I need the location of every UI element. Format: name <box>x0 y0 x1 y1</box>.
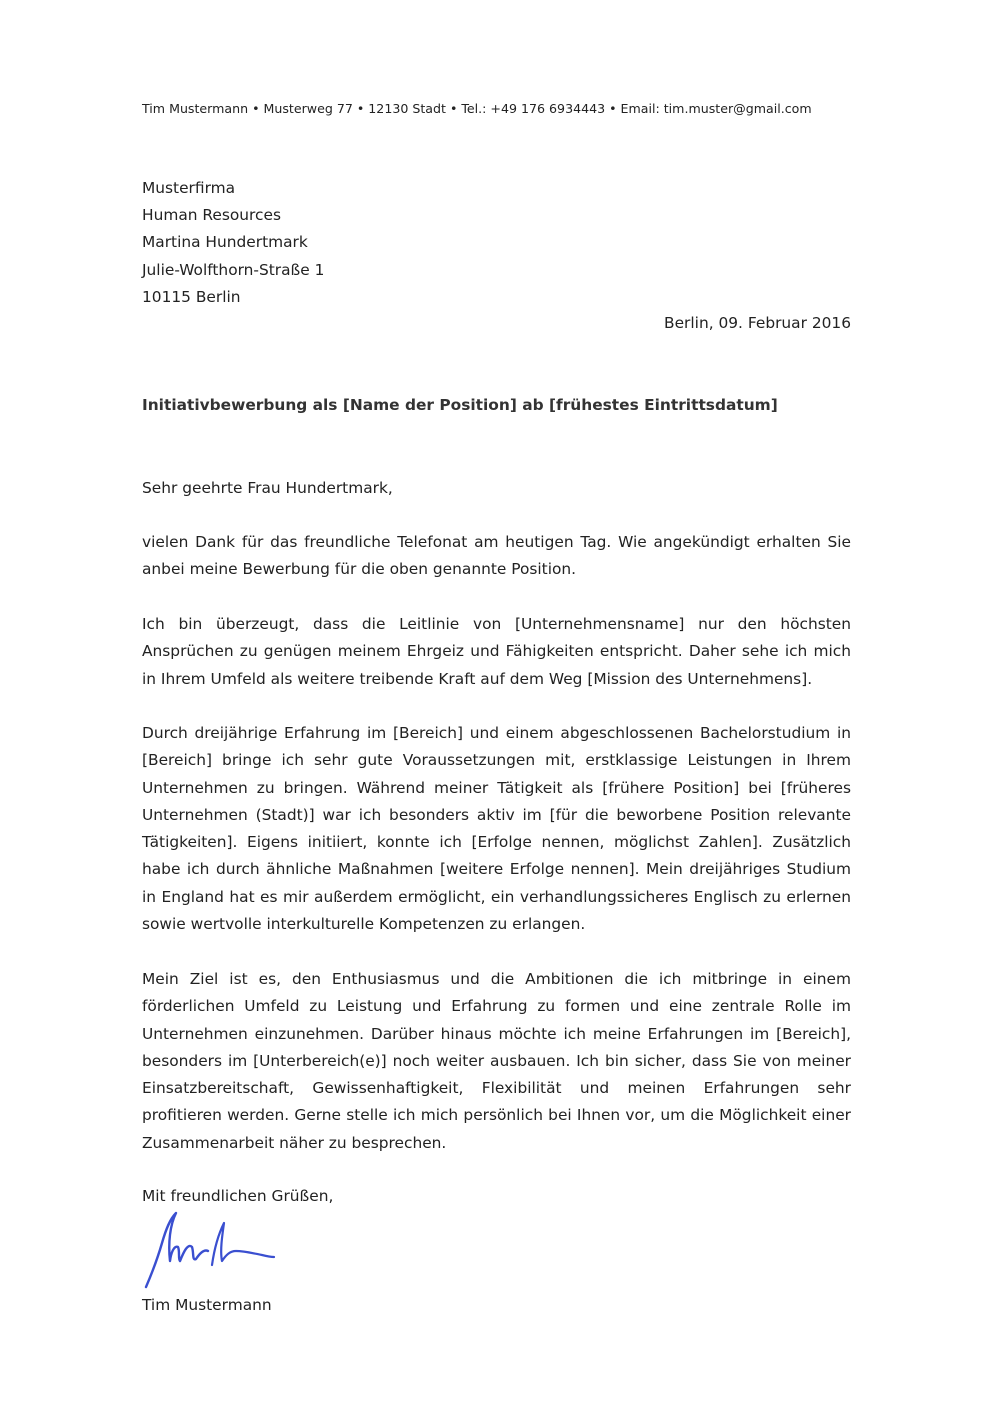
closing-phrase: Mit freundlichen Grüßen, <box>142 1187 334 1205</box>
letter-subject: Initiativbewerbung als [Name der Position] ab [frühestes Eintrittsdatum] <box>142 396 778 414</box>
body-paragraph-4: Mein Ziel ist es, den Enthusiasmus und die Ambitionen die ich mitbringe in einem förderlichen Umfeld zu Leistung und Erfahrung zu formen und eine zentrale Rolle im Unternehmen einzunehmen. Darüber hinaus möchte ich meine Erfahrungen im [Bereich], besonders im [Unterbereich(e)] noch weiter ausbauen. Ich bin sicher, dass Sie von meiner Einsatzbereitschaft, Gewissenhaftigkeit, Flexibilität und meinen Erfahrungen sehr profitieren werden. Gerne stelle ich mich persönlich bei Ihnen vor, um die Möglichkeit einer Zusammenarbeit näher zu besprechen. <box>142 970 851 1152</box>
recipient-city: 10115 Berlin <box>142 287 241 306</box>
recipient-company: Musterfirma <box>142 179 236 197</box>
recipient-street: Julie-Wolfthorn-Straße 1 <box>142 260 325 279</box>
body-paragraph-1: vielen Dank für das freundliche Telefonat am heutigen Tag. Wie angekündigt erhalten Sie anbei meine Bewerbung für die oben genannte Position. <box>142 533 851 579</box>
signer-name: Tim Mustermann <box>142 1296 272 1314</box>
salutation: Sehr geehrte Frau Hundertmark, <box>142 479 393 497</box>
recipient-department: Human Resources <box>142 206 281 225</box>
body-paragraph-2: Ich bin überzeugt, dass die Leitlinie von [Unternehmensname] nur den höchsten Ansprüchen zu genügen meinem Ehrgeiz und Fähigkeiten entspricht. Daher sehe ich mich in Ihrem Umfeld als weitere treibende Kraft auf dem Weg [Mission des Unternehmens]. <box>142 615 851 688</box>
recipient-address-block <box>142 175 642 311</box>
letter-date: Berlin, 09. Februar 2016 <box>664 314 851 332</box>
body-paragraph-3: Durch dreijährige Erfahrung im [Bereich] und einem abgeschlossenen Bachelorstudium in [Bereich] bringe ich sehr gute Voraussetzungen mit, erstklassige Leistungen in Ihrem Unternehmen zu bringen. Während meiner Tätigkeit als [frühere Position] bei [früheres Unternehmen (Stadt)] war ich besonders aktiv im [für die beworbene Position relevante Tätigkeiten]. Eigens initiiert, konnte ich [Erfolge nennen, möglichst Zahlen]. Zusätzlich habe ich durch ähnliche Maßnahmen [weitere Erfolge nennen]. Mein dreijähriges Studium in England hat es mir außerdem ermöglicht, ein verhandlungssicheres Englisch zu erlernen sowie wertvolle interkulturelle Kompetenzen zu erlangen. <box>142 724 851 934</box>
recipient-contact: Martina Hundertmark <box>142 233 308 252</box>
handwritten-signature <box>140 1205 280 1295</box>
sender-address-line: Tim Mustermann • Musterweg 77 • 12130 Stadt • Tel.: +49 176 6934443 • Email: tim.muster@gmail.com <box>142 101 812 116</box>
